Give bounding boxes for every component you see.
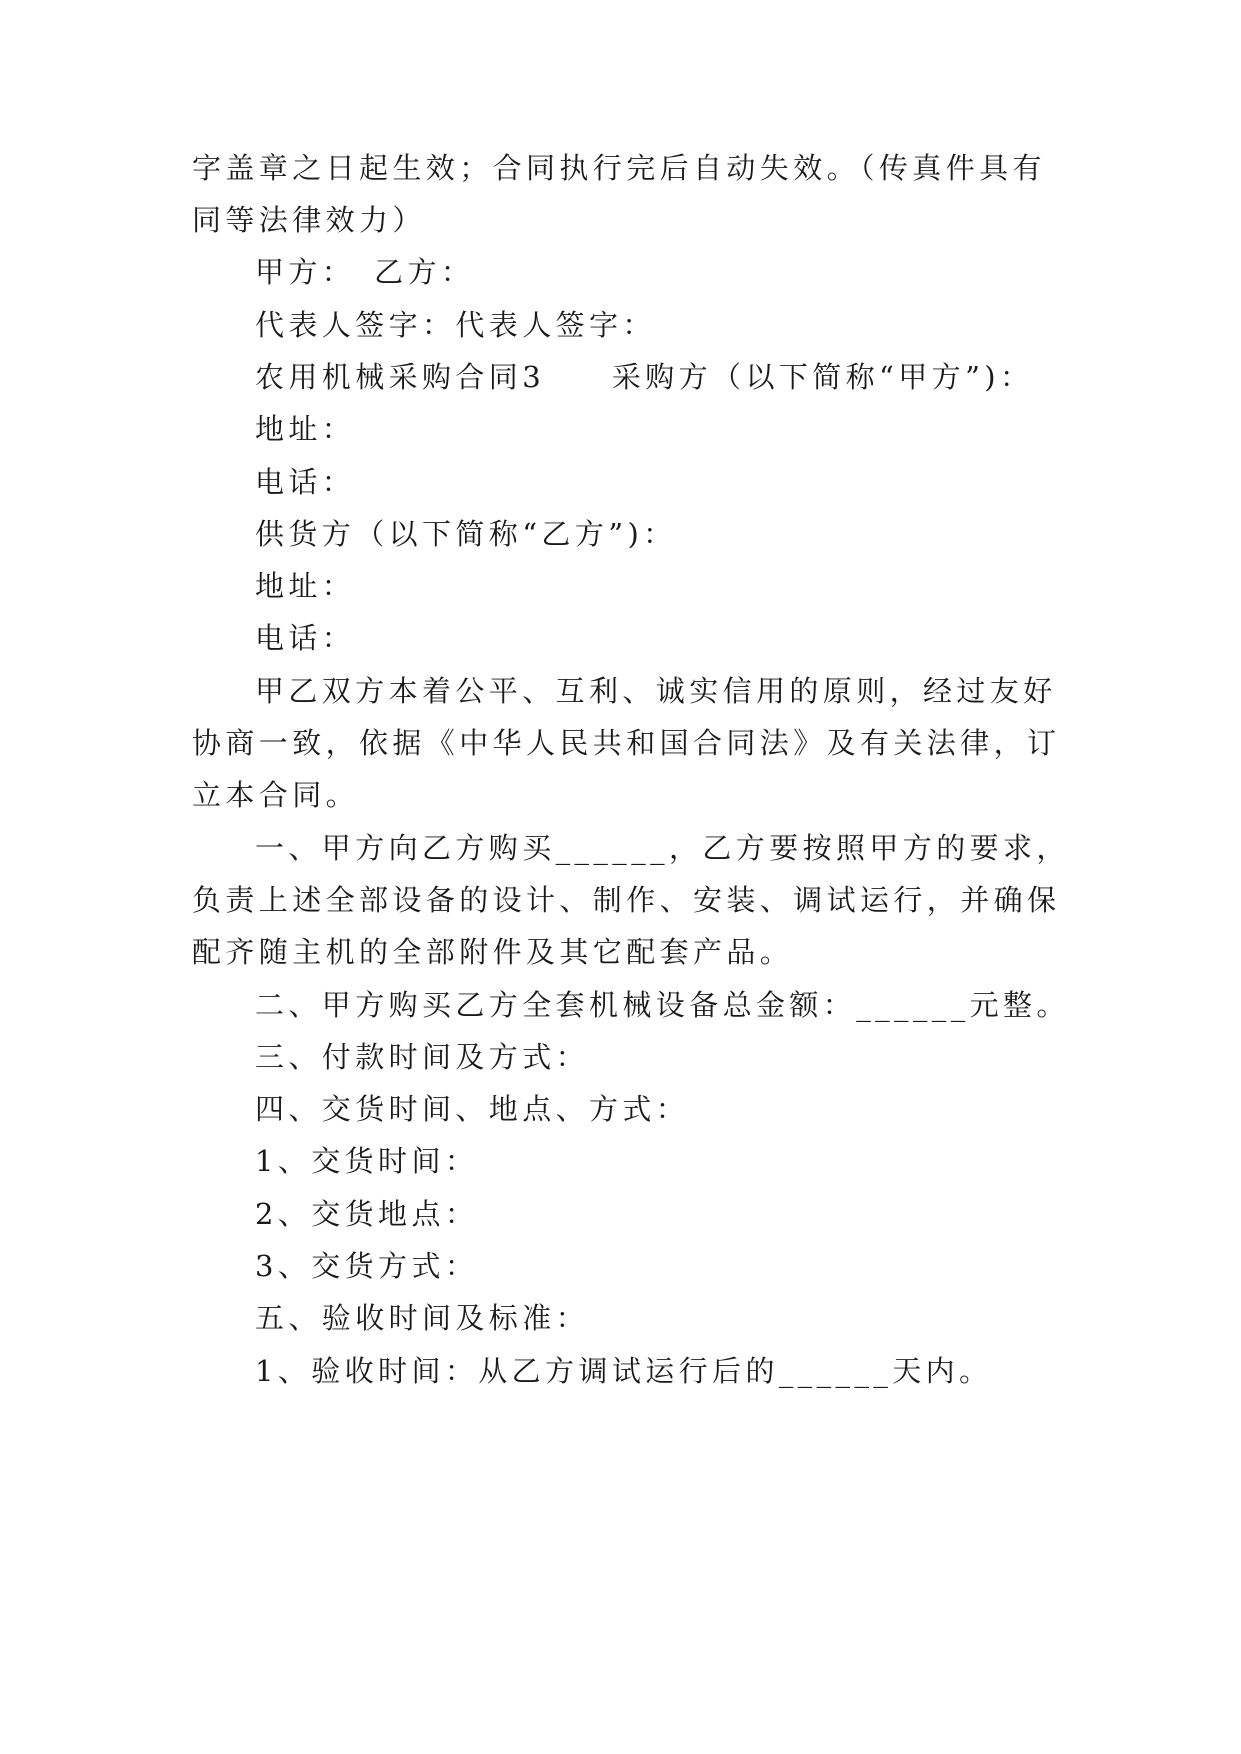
sub-item: 3、交货方式： — [255, 1249, 479, 1283]
clause-line: 一、甲方向乙方购买______，乙方要按照甲方的要求， — [255, 831, 1070, 865]
clause-line: 负责上述全部设备的设计、制作、安装、调试运行，并确保 — [192, 883, 1061, 917]
address-field-label: 地址： — [255, 569, 356, 603]
paragraph-line: 协商一致，依据《中华人民共和国合同法》及有关法律，订 — [192, 726, 1061, 760]
clause-line: 二、甲方购买乙方全套机械设备总金额：______元整。 — [255, 988, 1070, 1022]
phone-field-label: 电话： — [255, 621, 356, 655]
paragraph-line: 同等法律效力） — [192, 203, 426, 237]
signature-labels: 代表人签字：代表人签字： — [255, 308, 656, 342]
paragraph-line: 甲乙双方本着公平、互利、诚实信用的原则，经过友好 — [255, 674, 1057, 708]
party-labels: 甲方： 乙方： — [255, 255, 475, 289]
clause-heading: 三、付款时间及方式： — [255, 1040, 590, 1074]
clause-heading: 四、交货时间、地点、方式： — [255, 1092, 690, 1126]
sub-item: 1、交货时间： — [255, 1144, 479, 1178]
sub-item: 1、验收时间：从乙方调试运行后的______天内。 — [255, 1354, 993, 1388]
supplier-label: 供货方（以下简称“乙方”)： — [255, 517, 677, 551]
clause-line: 配齐随主机的全部附件及其它配套产品。 — [192, 935, 794, 969]
phone-field-label: 电话： — [255, 465, 356, 499]
paragraph-line: 字盖章之日起生效；合同执行完后自动失效。（传真件具有 — [192, 151, 1046, 185]
contract-title-line: 农用机械采购合同3 采购方（以下简称“甲方”)： — [255, 360, 1034, 394]
sub-item: 2、交货地点： — [255, 1197, 479, 1231]
paragraph-line: 立本合同。 — [192, 778, 360, 812]
address-field-label: 地址： — [255, 412, 356, 446]
clause-heading: 五、验收时间及标准： — [255, 1301, 590, 1335]
